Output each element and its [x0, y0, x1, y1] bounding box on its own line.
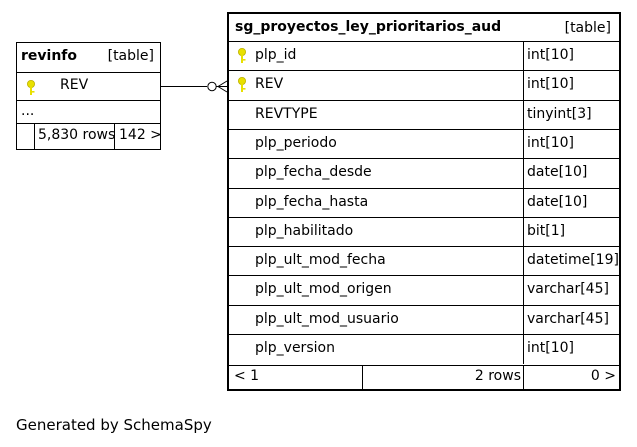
aud-column-name[interactable]: plp_fecha_desde: [255, 164, 372, 180]
aud-column-row[interactable]: [229, 158, 619, 187]
revinfo-table-kind: [table]: [107, 48, 154, 64]
aud-column-type: date[10]: [527, 164, 588, 180]
aud-table-name[interactable]: sg_proyectos_ley_prioritarios_aud: [235, 19, 502, 35]
aud-row-count: 2 rows: [474, 368, 521, 384]
aud-column-row[interactable]: [229, 41, 619, 70]
revinfo-ellipsis: ...: [21, 103, 35, 119]
aud-column-type: bit[1]: [527, 223, 566, 239]
aud-table[interactable]: [227, 12, 621, 391]
aud-column-type: int[10]: [527, 76, 574, 92]
revinfo-table-name[interactable]: revinfo: [21, 48, 77, 64]
aud-column-row[interactable]: [229, 188, 619, 217]
aud-column-name[interactable]: plp_ult_mod_usuario: [255, 311, 399, 327]
aud-column-type: tinyint[3]: [527, 106, 592, 122]
generated-by-footer: Generated by SchemaSpy: [16, 416, 212, 434]
aud-column-name[interactable]: plp_fecha_hasta: [255, 194, 369, 210]
aud-column-name[interactable]: plp_ult_mod_origen: [255, 281, 392, 297]
aud-table-kind: [table]: [564, 20, 611, 36]
aud-column-name[interactable]: plp_version: [255, 340, 335, 356]
aud-column-type: varchar[45]: [527, 281, 609, 297]
aud-column-row[interactable]: [229, 217, 619, 246]
aud-column-row[interactable]: [229, 70, 619, 99]
aud-column-row[interactable]: [229, 305, 619, 334]
aud-column-name[interactable]: plp_id: [255, 47, 297, 63]
aud-column-name[interactable]: REV: [255, 76, 284, 92]
aud-column-type: date[10]: [527, 194, 588, 210]
aud-column-type: datetime[19]: [527, 252, 619, 268]
primary-key-icon: [237, 48, 249, 64]
aud-column-type: varchar[45]: [527, 311, 609, 327]
aud-children-link[interactable]: 0 >: [590, 368, 616, 384]
primary-key-icon: [237, 77, 249, 93]
aud-column-row[interactable]: [229, 275, 619, 304]
aud-column-row[interactable]: [229, 334, 619, 363]
aud-column-row[interactable]: [229, 100, 619, 129]
revinfo-children-link[interactable]: 142 >: [119, 127, 162, 143]
aud-column-row[interactable]: [229, 129, 619, 158]
aud-column-type: int[10]: [527, 47, 574, 63]
aud-column-name[interactable]: plp_habilitado: [255, 223, 354, 239]
revinfo-column-rev[interactable]: REV: [60, 77, 89, 93]
aud-parents-link[interactable]: < 1: [234, 368, 260, 384]
aud-column-name[interactable]: plp_ult_mod_fecha: [255, 252, 386, 268]
revinfo-row-count: 5,830 rows: [38, 127, 116, 143]
aud-column-row[interactable]: [229, 246, 619, 275]
aud-column-name[interactable]: plp_periodo: [255, 135, 337, 151]
aud-column-name[interactable]: REVTYPE: [255, 106, 318, 122]
aud-column-type: int[10]: [527, 135, 574, 151]
aud-column-type: int[10]: [527, 340, 574, 356]
